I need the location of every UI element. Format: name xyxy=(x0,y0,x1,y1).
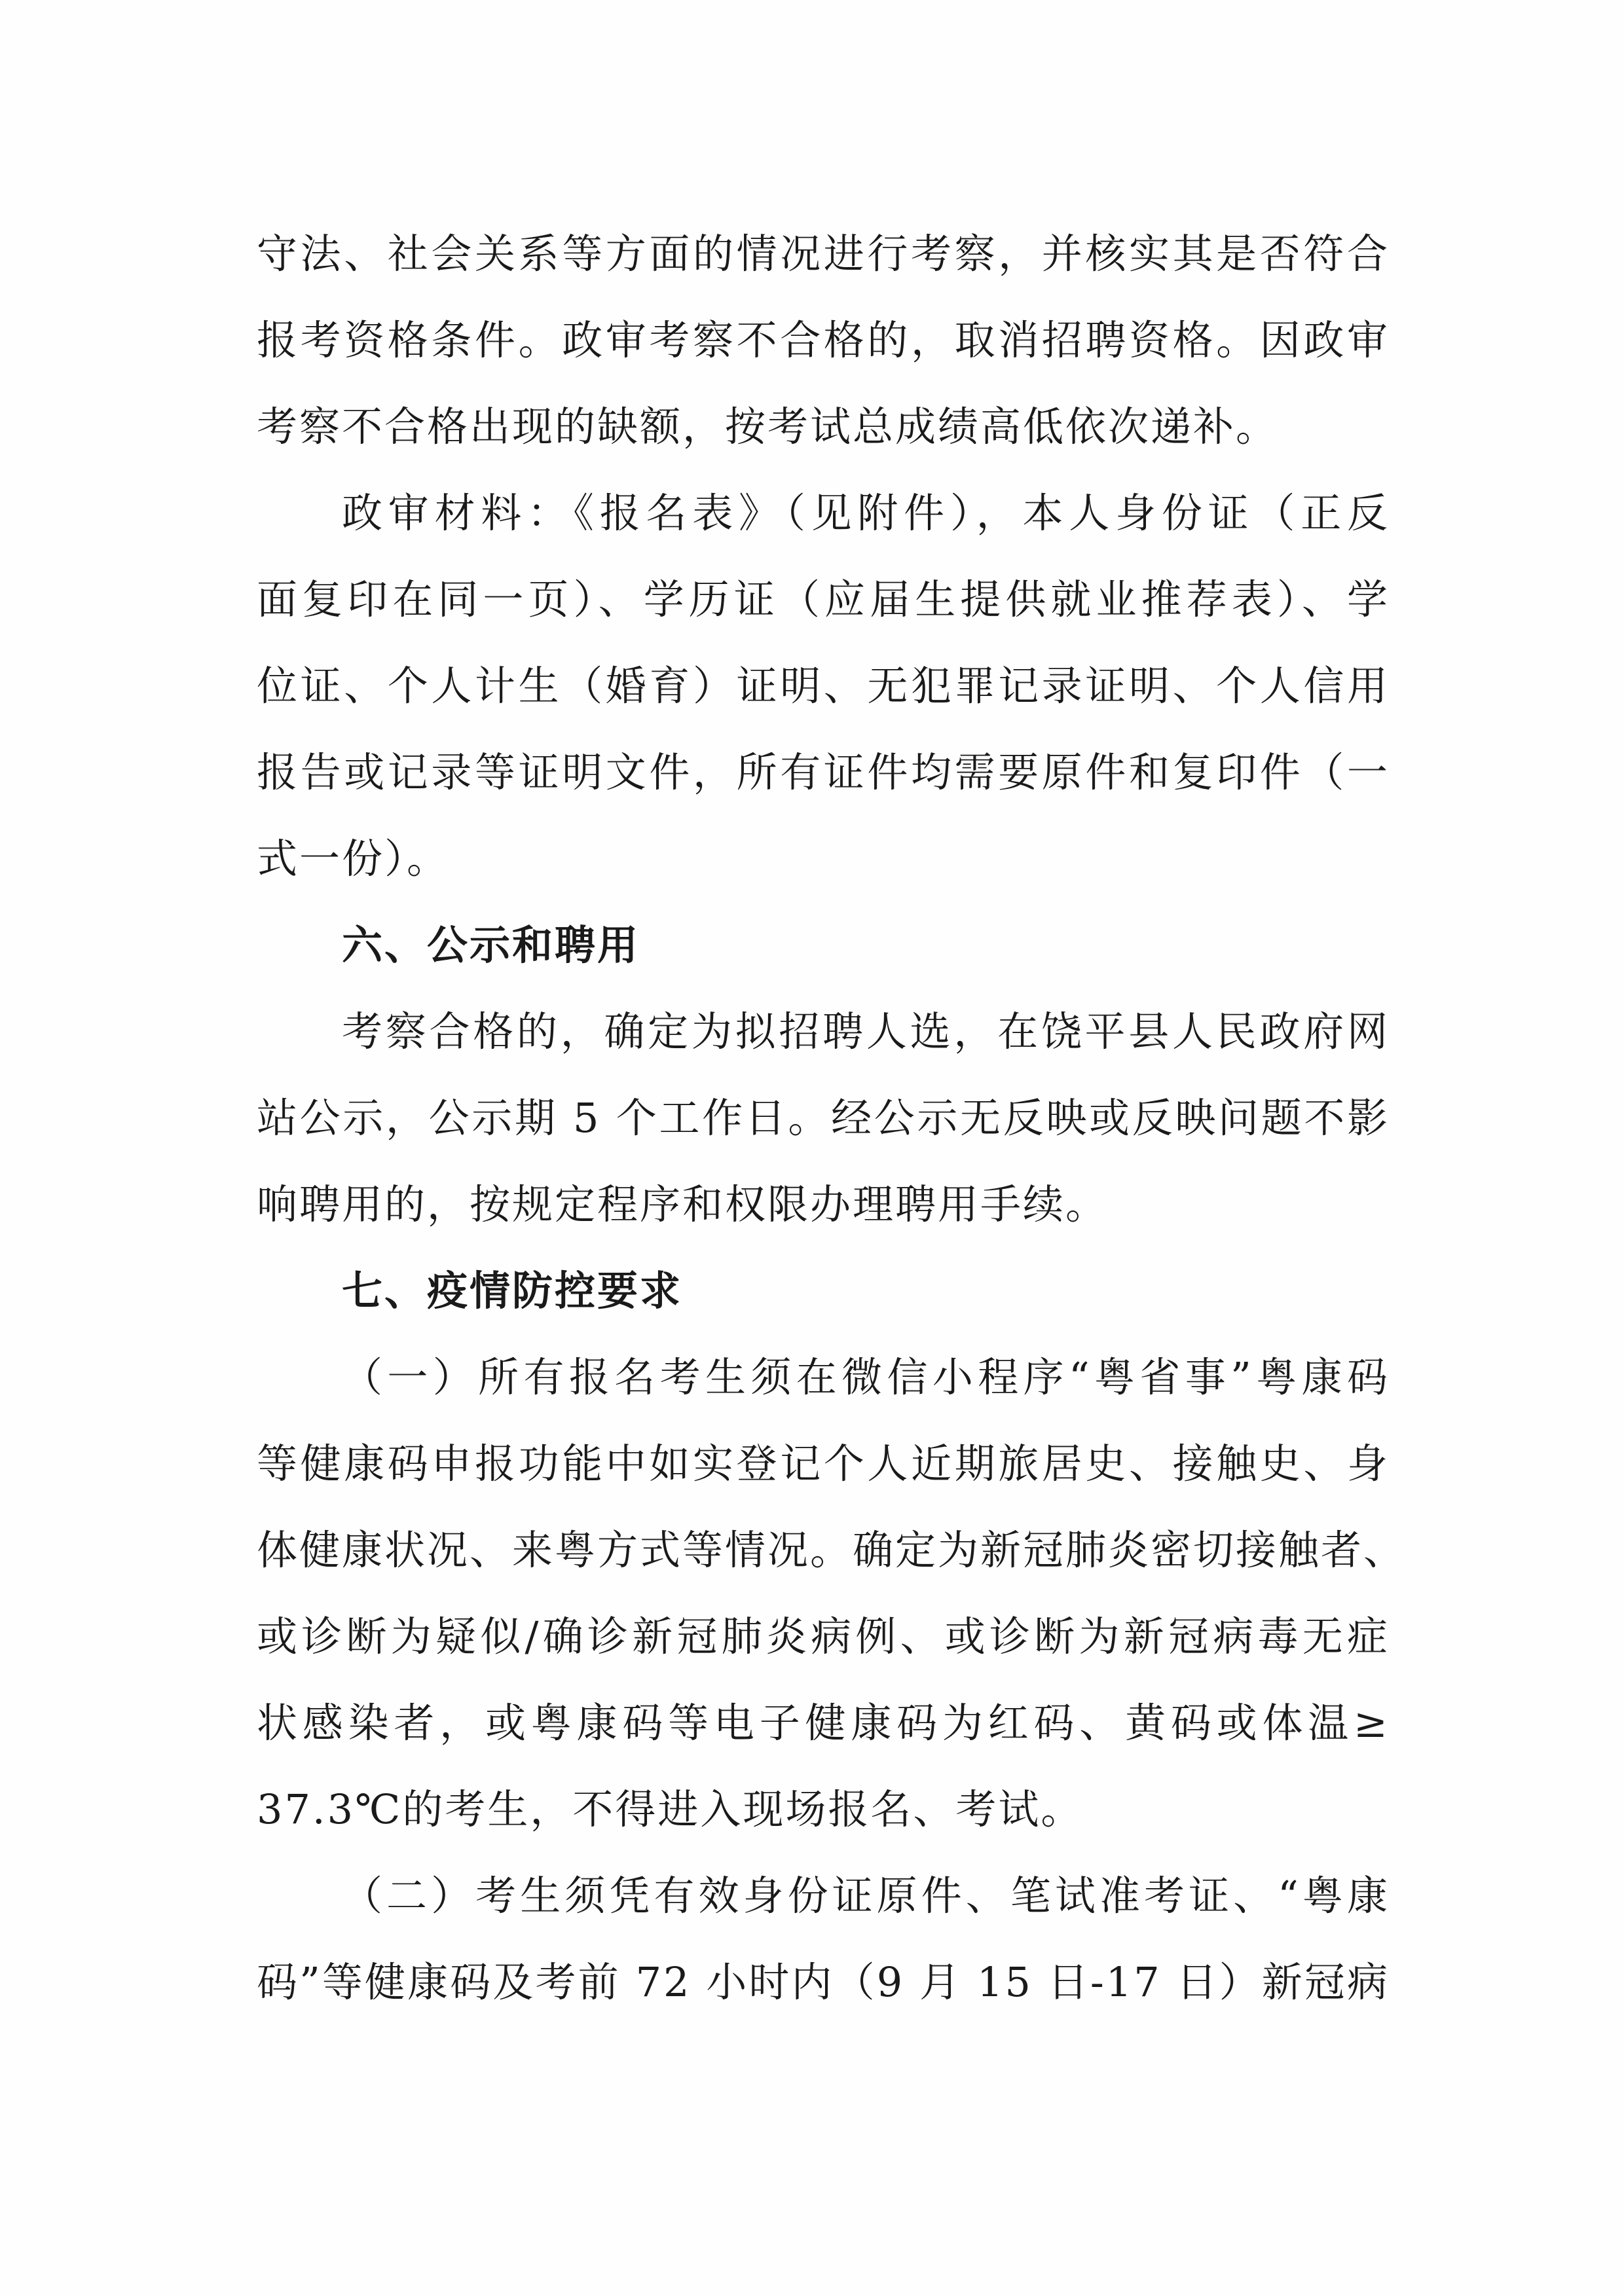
paragraph-line: 考察合格的，确定为拟招聘人选，在饶平县人民政府网 xyxy=(342,1008,1390,1055)
section-heading: 七、疫情防控要求 xyxy=(342,1267,683,1315)
paragraph-line: 等健康码申报功能中如实登记个人近期旅居史、接触史、身 xyxy=(257,1440,1390,1487)
paragraph-line: 式一份）。 xyxy=(257,835,450,883)
paragraph-line: 面复印在同一页）、学历证（应届生提供就业推荐表）、学 xyxy=(257,575,1390,623)
paragraph-line: 体健康状况、来粤方式等情况。确定为新冠肺炎密切接触者、 xyxy=(257,1526,1407,1574)
paragraph-line: （二）考生须凭有效身份证原件、笔试准考证、“粤康 xyxy=(342,1872,1390,1920)
paragraph-line: 或诊断为疑似/确诊新冠肺炎病例、或诊断为新冠病毒无症 xyxy=(257,1613,1390,1660)
section-heading: 六、公示和聘用 xyxy=(342,921,640,969)
paragraph-line: 响聘用的，按规定程序和权限办理聘用手续。 xyxy=(257,1180,1109,1228)
paragraph-line: （一）所有报名考生须在微信小程序“粤省事”粤康码 xyxy=(342,1353,1390,1401)
paragraph-line: 政审材料：《报名表》（见附件），本人身份证（正反 xyxy=(342,489,1390,537)
paragraph-line: 报告或记录等证明文件，所有证件均需要原件和复印件（一 xyxy=(257,748,1390,796)
paragraph-line: 37.3℃的考生，不得进入现场报名、考试。 xyxy=(257,1785,1084,1833)
paragraph-line: 报考资格条件。政审考察不合格的，取消招聘资格。因政审 xyxy=(257,316,1390,364)
paragraph-line: 站公示，公示期 5 个工作日。经公示无反映或反映问题不影 xyxy=(257,1094,1390,1142)
paragraph-line: 状感染者，或粤康码等电子健康码为红码、黄码或体温≥ xyxy=(257,1699,1390,1747)
document-body xyxy=(257,211,1407,2026)
paragraph-line: 考察不合格出现的缺额，按考试总成绩高低依次递补。 xyxy=(257,403,1279,450)
paragraph-line: 守法、社会关系等方面的情况进行考察，并核实其是否符合 xyxy=(257,230,1390,278)
paragraph-line: 码”等健康码及考前 72 小时内（9 月 15 日-17 日）新冠病 xyxy=(257,1958,1390,2006)
paragraph-line: 位证、个人计生（婚育）证明、无犯罪记录证明、个人信用 xyxy=(257,662,1390,710)
